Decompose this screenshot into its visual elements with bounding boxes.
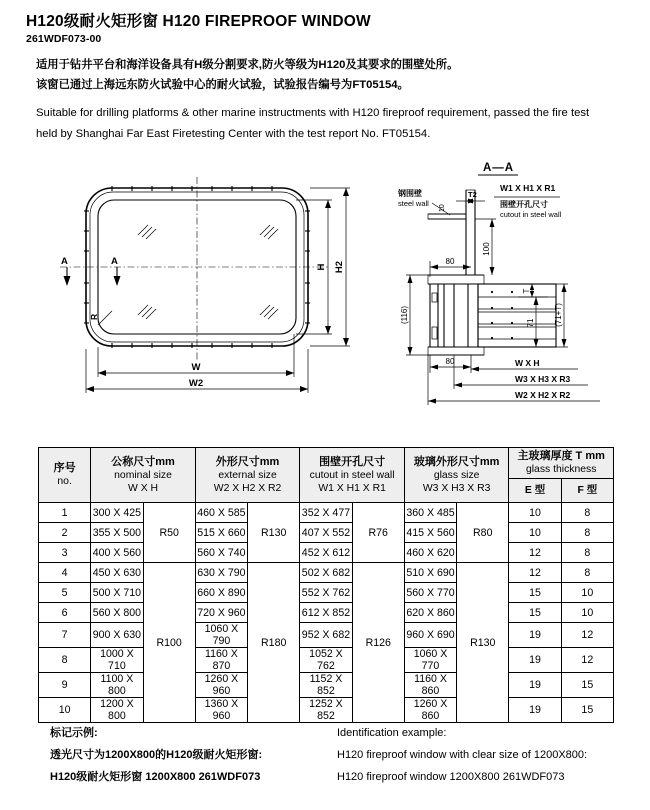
- cell-thickness-f: 12: [561, 623, 613, 648]
- header-external-en: external size: [218, 469, 277, 481]
- dimension-h: H: [316, 263, 327, 271]
- cell-nominal: 450 X 630: [91, 563, 143, 583]
- cell-nominal: 355 X 500: [91, 523, 143, 543]
- steel-wall-label-cn: 钢围壁: [398, 189, 422, 198]
- header-cutout-cn: 围壁开孔尺寸: [319, 455, 386, 468]
- cell-thickness-e: 19: [509, 623, 561, 648]
- cell-nominal: 1100 X 800: [91, 673, 143, 698]
- intro-cn-line-1: 适用于钻井平台和海洋设备具有H级分割要求,防火等级为H120及其要求的围壁处所。: [36, 59, 459, 71]
- cell-glass: 415 X 560: [404, 523, 456, 543]
- header-external-cn: 外形尺寸mm: [215, 455, 280, 468]
- header-glass: [404, 448, 509, 503]
- cell-nominal: 300 X 425: [91, 503, 143, 523]
- cell-cutout: 407 X 552: [300, 523, 352, 543]
- intro-cn-line-2: 该窗已通过上海远东防火试验中心的耐火试验，试验报告编号为FT05154。: [36, 79, 409, 91]
- cutout-code-label: W1 X H1 X R1: [500, 183, 556, 193]
- cell-thickness-f: 10: [561, 583, 613, 603]
- cell-thickness-e: 12: [509, 543, 561, 563]
- header-nominal-code: W X H: [128, 482, 159, 494]
- header-thickness-cn: 主玻璃厚度 T mm: [517, 450, 605, 462]
- header-nominal: [91, 448, 196, 503]
- section-view-drawing: [388, 157, 650, 413]
- dimension-w2: W2: [188, 378, 204, 389]
- cell-radius-nominal: R50: [143, 503, 195, 563]
- cell-external: 515 X 660: [195, 523, 247, 543]
- cell-radius-external: R130: [248, 503, 300, 563]
- cell-thickness-e: 19: [509, 673, 561, 698]
- cutout-label-en: cutout in steel wall: [500, 210, 562, 219]
- cell-cutout: 1152 X 852: [300, 673, 352, 698]
- table-row: [39, 543, 614, 563]
- note-en-3: H120 fireproof window 1200X800 261WDF073: [337, 771, 565, 783]
- front-view-drawing: [40, 177, 400, 437]
- dimension-10: 10: [439, 204, 446, 212]
- cell-no: 2: [39, 523, 91, 543]
- cell-glass: 1060 X 770: [404, 648, 456, 673]
- table-row: [39, 648, 614, 673]
- cell-thickness-f: 8: [561, 543, 613, 563]
- cell-cutout: 1252 X 852: [300, 698, 352, 723]
- header-glass-en: glass size: [433, 469, 480, 481]
- cell-glass: 620 X 860: [404, 603, 456, 623]
- section-marker-left: A: [61, 256, 68, 267]
- dimension-t2: T2: [468, 190, 477, 199]
- cell-external: 560 X 740: [195, 543, 247, 563]
- dimension-h2: H2: [334, 260, 345, 274]
- cell-nominal: 900 X 630: [91, 623, 143, 648]
- cell-glass: 1160 X 860: [404, 673, 456, 698]
- cell-thickness-f: 15: [561, 673, 613, 698]
- cell-cutout: 612 X 852: [300, 603, 352, 623]
- cell-radius-external: R180: [248, 563, 300, 723]
- cell-external: 630 X 790: [195, 563, 247, 583]
- cell-thickness-e: 15: [509, 583, 561, 603]
- cutout-label-cn: 围壁开孔尺寸: [500, 200, 548, 209]
- cell-no: 3: [39, 543, 91, 563]
- cell-external: 1160 X 870: [195, 648, 247, 673]
- cell-thickness-e: 19: [509, 648, 561, 673]
- cell-external: 660 X 890: [195, 583, 247, 603]
- dimension-116: (116): [400, 305, 409, 325]
- cell-nominal: 1200 X 800: [91, 698, 143, 723]
- header-type-e: E 型: [509, 479, 561, 503]
- cell-nominal: 500 X 710: [91, 583, 143, 603]
- cell-thickness-e: 15: [509, 603, 561, 623]
- note-en-2: H120 fireproof window with clear size of 1200X800:: [337, 749, 588, 761]
- header-cutout-code: W1 X H1 X R1: [318, 482, 386, 494]
- header-cutout: [300, 448, 405, 503]
- section-marker-right: A: [111, 256, 118, 267]
- table-row: [39, 563, 614, 583]
- table-row: [39, 623, 614, 648]
- label-w3-h3-r3: W3 X H3 X R3: [515, 374, 571, 384]
- dimension-w: W: [191, 362, 201, 373]
- label-w2-h2-r2: W2 X H2 X R2: [515, 390, 571, 400]
- cell-thickness-f: 8: [561, 563, 613, 583]
- cell-thickness-e: 19: [509, 698, 561, 723]
- cell-external: 460 X 585: [195, 503, 247, 523]
- cell-radius-cutout: R76: [352, 503, 404, 563]
- cell-nominal: 560 X 800: [91, 603, 143, 623]
- cell-cutout: 452 X 612: [300, 543, 352, 563]
- cell-cutout: 1052 X 762: [300, 648, 352, 673]
- dimension-80-top: 80: [445, 257, 455, 266]
- dimension-80-bottom: 80: [445, 357, 455, 366]
- notes-english: [337, 722, 587, 788]
- header-cutout-en: cutout in steel wall: [309, 469, 395, 481]
- dimension-71-plus-t: (71+T): [554, 303, 563, 327]
- header-nominal-en: nominal size: [114, 469, 172, 481]
- cell-external: 1360 X 960: [195, 698, 247, 723]
- table-row: [39, 503, 614, 523]
- cell-no: 4: [39, 563, 91, 583]
- cell-no: 7: [39, 623, 91, 648]
- dimension-71: 71: [526, 318, 535, 328]
- cell-glass: 560 X 770: [404, 583, 456, 603]
- header-thickness: [509, 448, 614, 479]
- header-no: [39, 448, 91, 503]
- cell-thickness-f: 15: [561, 698, 613, 723]
- header-no-cn: 序号: [53, 462, 76, 474]
- cell-external: 1260 X 960: [195, 673, 247, 698]
- table-row: [39, 603, 614, 623]
- cell-cutout: 502 X 682: [300, 563, 352, 583]
- cell-thickness-f: 10: [561, 603, 613, 623]
- cell-no: 8: [39, 648, 91, 673]
- notes-chinese: [50, 722, 262, 788]
- table-body: [39, 503, 614, 723]
- cell-radius-nominal: R100: [143, 563, 195, 723]
- cell-glass: 360 X 485: [404, 503, 456, 523]
- cell-nominal: 400 X 560: [91, 543, 143, 563]
- header-external: [195, 448, 300, 503]
- header-type-f: F 型: [561, 479, 613, 503]
- header-thickness-en: glass thickness: [525, 464, 597, 475]
- table-row: [39, 523, 614, 543]
- note-cn-2: 透光尺寸为1200X800的H120级耐火矩形窗:: [50, 749, 263, 761]
- cell-glass: 460 X 620: [404, 543, 456, 563]
- header-glass-code: W3 X H3 X R3: [422, 482, 491, 494]
- intro-block: [36, 55, 636, 145]
- cell-external: 1060 X 790: [195, 623, 247, 648]
- document-number: 261WDF073-00: [26, 33, 102, 45]
- section-title: A—A: [483, 162, 515, 174]
- header-nominal-cn: 公称尺寸mm: [111, 455, 175, 468]
- cell-radius-glass: R130: [457, 563, 509, 723]
- page-title: H120级耐火矩形窗 H120 FIREPROOF WINDOW: [26, 13, 371, 30]
- intro-en-line-1: Suitable for drilling platforms & other marine instructments with H120 fireproof requirement, passed the fire test: [36, 107, 590, 119]
- cell-no: 10: [39, 698, 91, 723]
- cell-no: 9: [39, 673, 91, 698]
- cell-no: 6: [39, 603, 91, 623]
- table-header: [39, 448, 614, 503]
- label-w-x-h: W X H: [515, 358, 540, 368]
- cell-no: 5: [39, 583, 91, 603]
- cell-glass: 960 X 690: [404, 623, 456, 648]
- table-row: [39, 583, 614, 603]
- table-row: [39, 673, 614, 698]
- cell-thickness-f: 8: [561, 523, 613, 543]
- table-header-row: [39, 448, 614, 479]
- table-row: [39, 698, 614, 723]
- cell-cutout: 552 X 762: [300, 583, 352, 603]
- steel-wall-label-en: steel wall: [398, 199, 429, 208]
- cell-thickness-f: 8: [561, 503, 613, 523]
- note-en-1: Identification example:: [337, 727, 447, 739]
- specification-table-wrapper: [38, 447, 614, 723]
- cell-nominal: 1000 X 710: [91, 648, 143, 673]
- header-external-code: W2 X H2 X R2: [213, 482, 282, 494]
- radius-label: R: [89, 313, 99, 320]
- cell-cutout: 352 X 477: [300, 503, 352, 523]
- cell-glass: 1260 X 860: [404, 698, 456, 723]
- dimension-100: 100: [482, 242, 491, 256]
- cell-thickness-e: 10: [509, 523, 561, 543]
- note-cn-1: 标记示例:: [50, 727, 98, 739]
- cell-radius-cutout: R126: [352, 563, 404, 723]
- cell-thickness-e: 10: [509, 503, 561, 523]
- header-no-en: no.: [57, 476, 72, 487]
- footer-notes: [0, 722, 650, 810]
- cell-cutout: 952 X 682: [300, 623, 352, 648]
- technical-drawings: [0, 155, 650, 415]
- header-glass-cn: 玻璃外形尺寸mm: [413, 455, 500, 468]
- cell-radius-glass: R80: [457, 503, 509, 563]
- intro-en-line-2: held by Shanghai Far East Firetesting Center with the test report No. FT05154.: [36, 128, 431, 140]
- note-cn-3: H120级耐火矩形窗 1200X800 261WDF073: [50, 771, 261, 783]
- dimension-t: T: [522, 288, 531, 294]
- cell-thickness-f: 12: [561, 648, 613, 673]
- specification-table: [38, 447, 614, 723]
- cell-no: 1: [39, 503, 91, 523]
- cell-external: 720 X 960: [195, 603, 247, 623]
- cell-glass: 510 X 690: [404, 563, 456, 583]
- cell-thickness-e: 12: [509, 563, 561, 583]
